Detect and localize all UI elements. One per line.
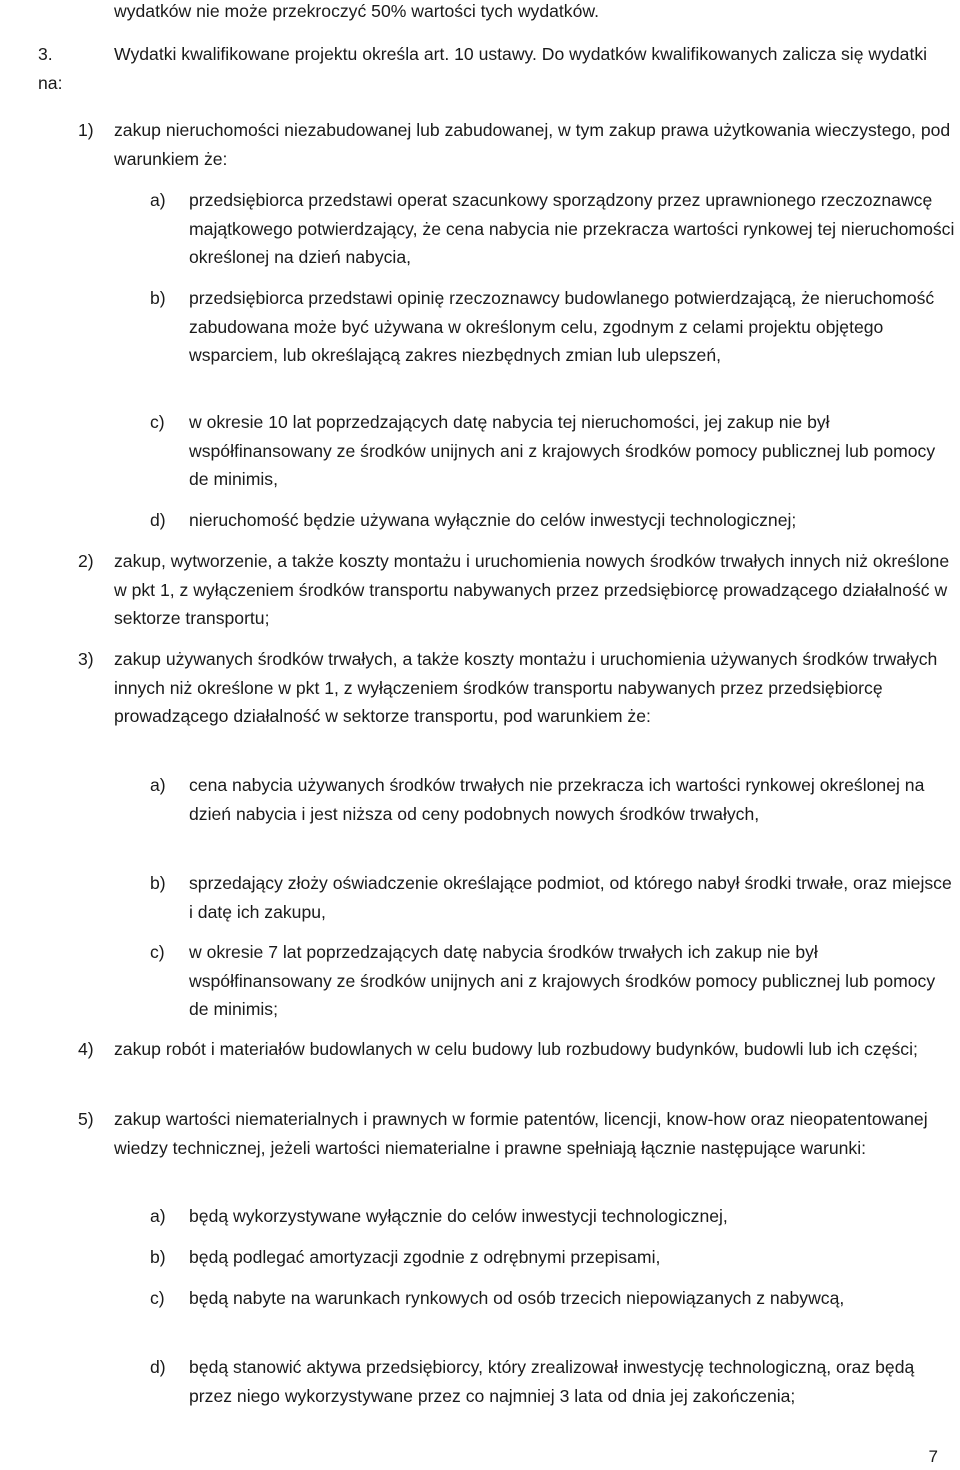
item-3a-marker: a) bbox=[150, 775, 166, 795]
item-3a-text: cena nabycia używanych środków trwałych nie przekracza ich wartości rynkowej określonej na dzień nabycia i jest niższa od ceny podobnych nowych środków trwałych, bbox=[189, 775, 925, 824]
item-1c-marker: c) bbox=[150, 412, 165, 432]
item-5c-text: będą nabyte na warunkach rynkowych od osób trzecich niepowiązanych z nabywcą, bbox=[189, 1288, 845, 1308]
item-1d-text: nieruchomość będzie używana wyłącznie do celów inwestycji technologicznej; bbox=[189, 510, 797, 530]
item-3c-marker: c) bbox=[150, 942, 165, 962]
item-5c-marker: c) bbox=[150, 1288, 165, 1308]
item-2-text: zakup, wytworzenie, a także koszty montażu i uruchomienia nowych środków trwałych innych niż określone w pkt 1, z wyłączeniem środków transportu nabywanych przez przedsiębiorcę prowadzącego działalność w sektorze transportu; bbox=[114, 551, 950, 629]
section-3-marker: 3. bbox=[38, 44, 53, 64]
item-1b-text: przedsiębiorca przedstawi opinię rzeczoznawcy budowlanego potwierdzającą, że nieruchomość zabudowana może być używana w określonym celu, zgodnym z celami projektu objętego wsparciem, lub określającą zakres niezbędnych zmian lub ulepszeń, bbox=[189, 288, 935, 366]
item-1d-marker: d) bbox=[150, 510, 166, 530]
section-3-text: Wydatki kwalifikowane projektu określa art. 10 ustawy. Do wydatków kwalifikowanych zalicza się wydatki na: bbox=[38, 44, 928, 93]
item-5a-text: będą wykorzystywane wyłącznie do celów inwestycji technologicznej, bbox=[189, 1206, 728, 1226]
item-3c-text: w okresie 7 lat poprzedzających datę nabycia środków trwałych ich zakup nie był współfinansowany ze środków unijnych ani z krajowych środków pomocy publicznej lub pomocy de minimis; bbox=[189, 942, 936, 1020]
item-5-marker: 5) bbox=[78, 1109, 94, 1129]
item-1c-text: w okresie 10 lat poprzedzających datę nabycia tej nieruchomości, jej zakup nie był współfinansowany ze środków unijnych ani z krajowych środków pomocy publicznej lub pomocy de minimis, bbox=[189, 412, 936, 490]
item-1a-marker: a) bbox=[150, 190, 166, 210]
item-2-marker: 2) bbox=[78, 551, 94, 571]
page-number: 7 bbox=[928, 1447, 938, 1466]
item-5b-marker: b) bbox=[150, 1247, 166, 1267]
item-1a-text: przedsiębiorca przedstawi operat szacunkowy sporządzony przez uprawnionego rzeczoznawcę majątkowego potwierdzający, że cena nabycia nie przekracza wartości rynkowej tej nieruchomości określonej na dzień nabycia, bbox=[189, 190, 955, 268]
item-1-marker: 1) bbox=[78, 120, 94, 140]
item-3-text: zakup używanych środków trwałych, a także koszty montażu i uruchomienia używanych środków trwałych innych niż określone w pkt 1, z wyłączeniem środków transportu nabywanych przez przedsiębiorcę prowadzącego działalność w sektorze transportu, pod warunkiem że: bbox=[114, 649, 938, 727]
item-5b-text: będą podlegać amortyzacji zgodnie z odrębnymi przepisami, bbox=[189, 1247, 661, 1267]
item-5d-text: będą stanowić aktywa przedsiębiorcy, który zrealizował inwestycję technologiczną, oraz będą przez niego wykorzystywane przez co najmniej 3 lata od dnia jej zakończenia; bbox=[189, 1357, 915, 1406]
item-1b-marker: b) bbox=[150, 288, 166, 308]
item-5a-marker: a) bbox=[150, 1206, 166, 1226]
item-5d-marker: d) bbox=[150, 1357, 166, 1377]
item-4-text: zakup robót i materiałów budowlanych w celu budowy lub rozbudowy budynków, budowli lub ich części; bbox=[114, 1039, 918, 1059]
item-4-marker: 4) bbox=[78, 1039, 94, 1059]
item-5-text: zakup wartości niematerialnych i prawnych w formie patentów, licencji, know-how oraz nieopatentowanej wiedzy technicznej, jeżeli wartości niematerialne i prawne spełniają łącznie następujące warunki: bbox=[114, 1109, 928, 1158]
item-3b-text: sprzedający złoży oświadczenie określające podmiot, od którego nabył środki trwałe, oraz miejsce i datę ich zakupu, bbox=[189, 873, 952, 922]
item-3-marker: 3) bbox=[78, 649, 94, 669]
item-1-text: zakup nieruchomości niezabudowanej lub zabudowanej, w tym zakup prawa użytkowania wieczystego, pod warunkiem że: bbox=[114, 120, 951, 169]
intro-line: wydatków nie może przekroczyć 50% wartości tych wydatków. bbox=[114, 1, 599, 21]
item-3b-marker: b) bbox=[150, 873, 166, 893]
